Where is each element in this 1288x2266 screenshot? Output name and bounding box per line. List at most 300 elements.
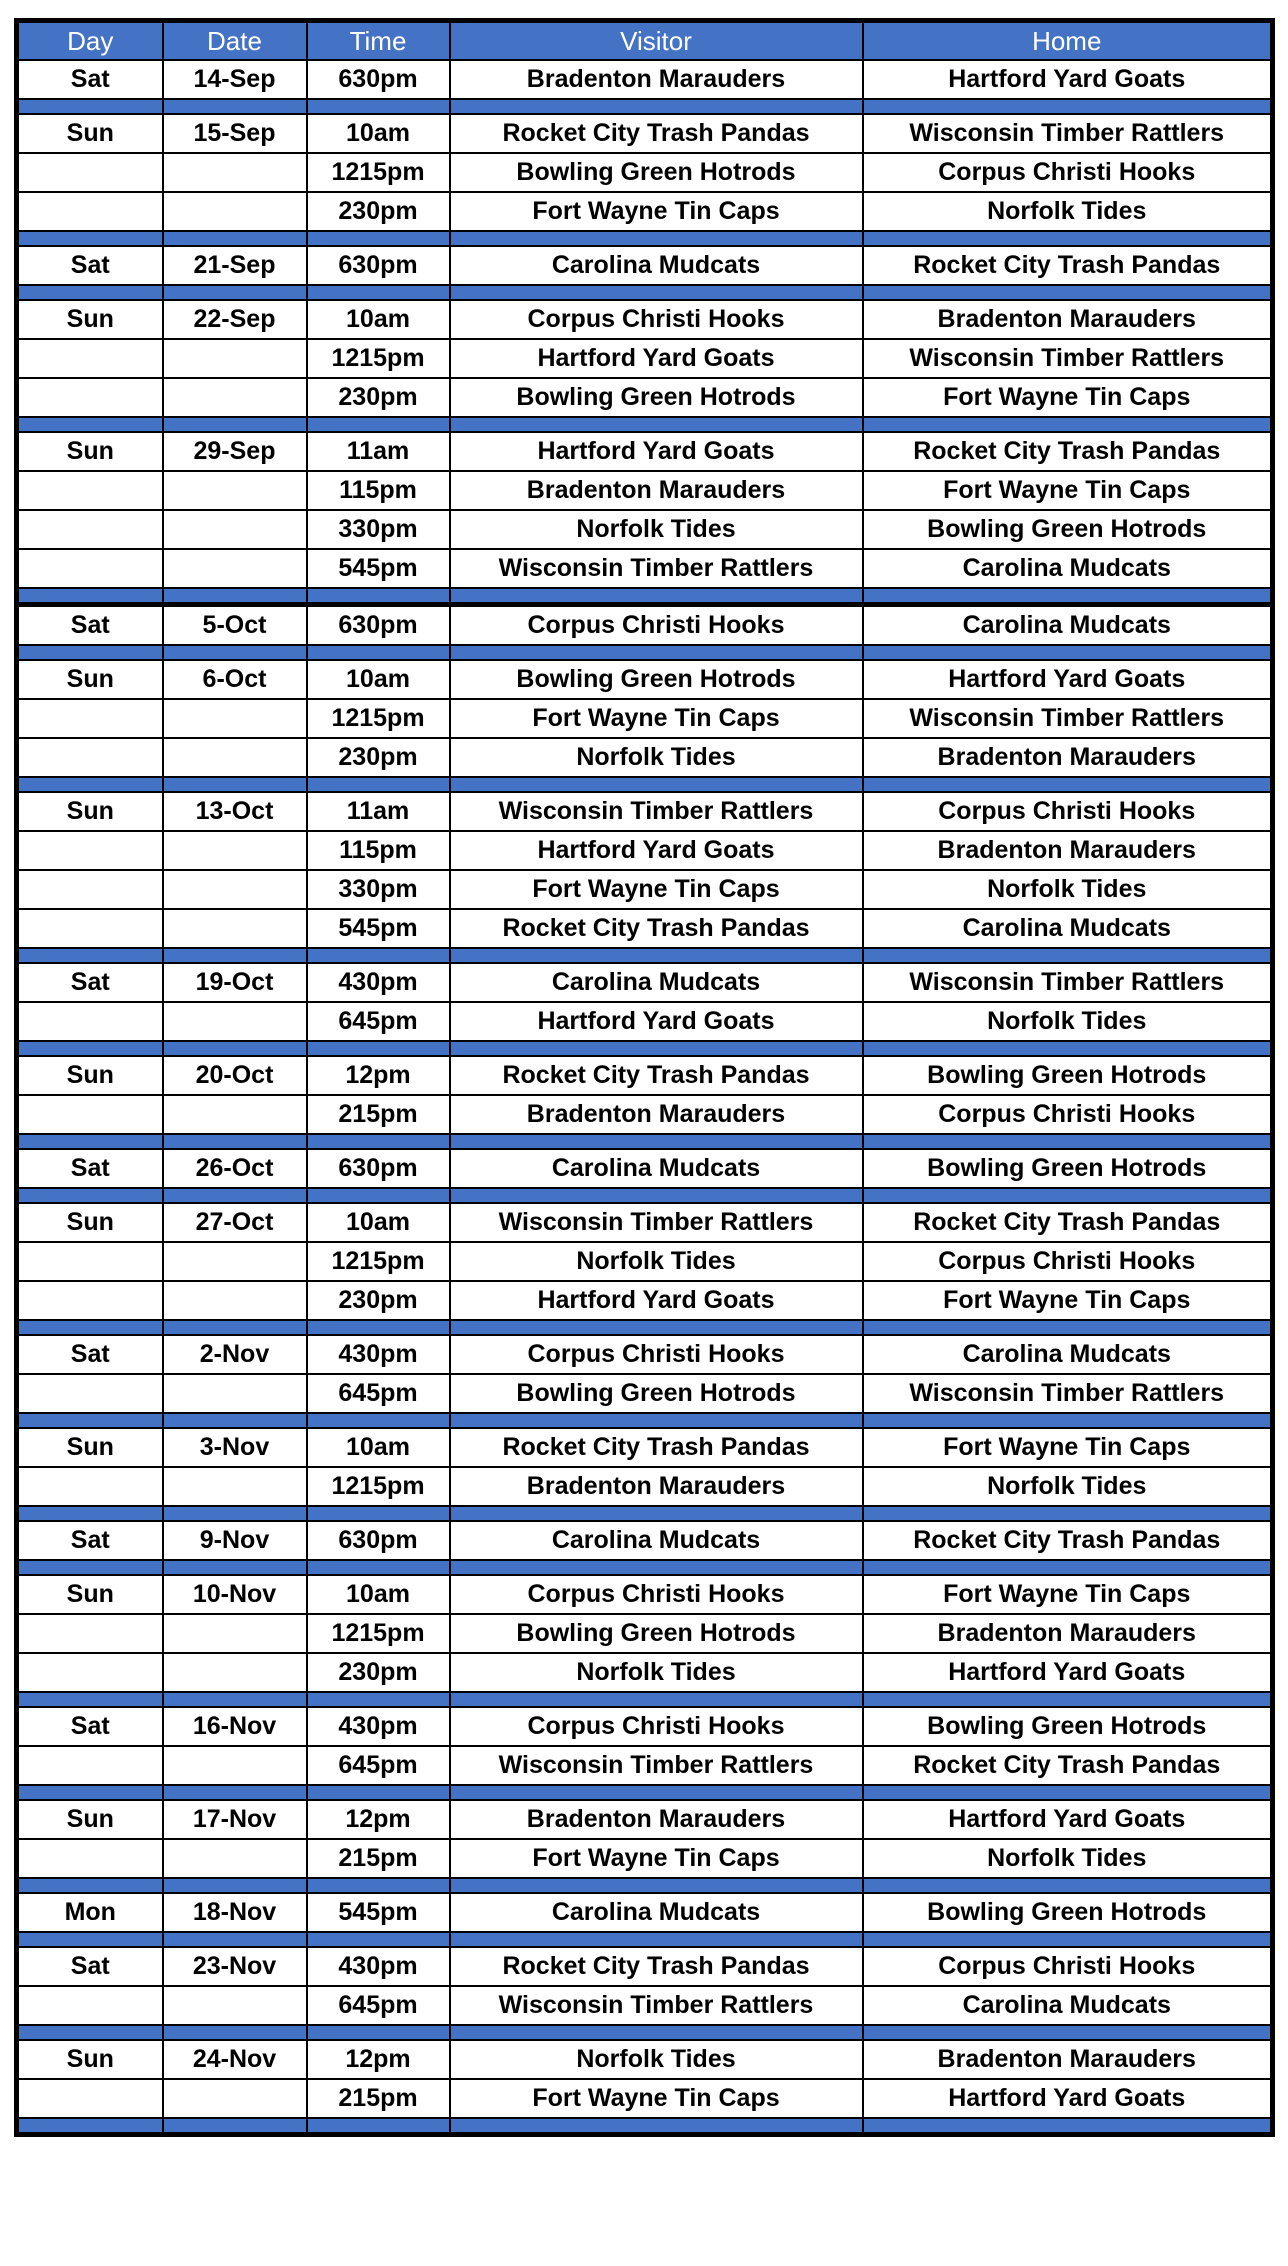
- day-cell: Sun: [17, 660, 163, 699]
- separator-cell: [17, 1320, 163, 1335]
- home-cell: Rocket City Trash Pandas: [863, 1746, 1273, 1785]
- visitor-cell: Norfolk Tides: [450, 1242, 863, 1281]
- date-cell: 21-Sep: [163, 246, 307, 285]
- home-cell: Norfolk Tides: [863, 1002, 1273, 1041]
- table-row: [17, 963, 1273, 1002]
- home-cell: Bradenton Marauders: [863, 1614, 1273, 1653]
- home-cell: Bradenton Marauders: [863, 2040, 1273, 2079]
- separator-cell: [307, 1785, 450, 1800]
- separator-cell: [450, 1932, 863, 1947]
- day-cell: [17, 1002, 163, 1041]
- home-cell: Rocket City Trash Pandas: [863, 432, 1273, 471]
- day-cell: Sun: [17, 792, 163, 831]
- table-row: [17, 432, 1273, 471]
- separator-cell: [163, 285, 307, 300]
- separator-cell: [307, 2025, 450, 2040]
- visitor-cell: Fort Wayne Tin Caps: [450, 699, 863, 738]
- separator-cell: [17, 777, 163, 792]
- separator-cell: [307, 1560, 450, 1575]
- date-cell: [163, 192, 307, 231]
- separator-cell: [163, 1692, 307, 1707]
- home-cell: Norfolk Tides: [863, 192, 1273, 231]
- table-row: [17, 2079, 1273, 2118]
- day-cell: Sun: [17, 1056, 163, 1095]
- row-separator: [17, 1320, 1273, 1335]
- day-cell: [17, 1653, 163, 1692]
- separator-cell: [863, 777, 1273, 792]
- date-cell: [163, 831, 307, 870]
- row-separator: [17, 417, 1273, 432]
- time-cell: 1215pm: [307, 1467, 450, 1506]
- separator-cell: [17, 1878, 163, 1893]
- table-row: [17, 246, 1273, 285]
- separator-cell: [17, 231, 163, 246]
- date-cell: 16-Nov: [163, 1707, 307, 1746]
- date-cell: [163, 738, 307, 777]
- time-cell: 115pm: [307, 471, 450, 510]
- home-cell: Wisconsin Timber Rattlers: [863, 339, 1273, 378]
- date-cell: [163, 1653, 307, 1692]
- visitor-cell: Carolina Mudcats: [450, 1521, 863, 1560]
- home-cell: Bowling Green Hotrods: [863, 510, 1273, 549]
- separator-cell: [307, 99, 450, 114]
- visitor-cell: Bradenton Marauders: [450, 1095, 863, 1134]
- separator-cell: [863, 1932, 1273, 1947]
- date-cell: 23-Nov: [163, 1947, 307, 1986]
- time-cell: 630pm: [307, 605, 450, 646]
- separator-cell: [163, 1560, 307, 1575]
- date-cell: [163, 699, 307, 738]
- day-cell: [17, 471, 163, 510]
- home-cell: Norfolk Tides: [863, 1467, 1273, 1506]
- time-cell: 215pm: [307, 2079, 450, 2118]
- home-cell: Hartford Yard Goats: [863, 2079, 1273, 2118]
- schedule-table: [14, 18, 1275, 2137]
- visitor-cell: Fort Wayne Tin Caps: [450, 2079, 863, 2118]
- day-cell: [17, 1986, 163, 2025]
- separator-cell: [863, 1506, 1273, 1521]
- separator-cell: [863, 1041, 1273, 1056]
- home-cell: Carolina Mudcats: [863, 909, 1273, 948]
- day-cell: Sun: [17, 1203, 163, 1242]
- table-row: [17, 699, 1273, 738]
- table-row: [17, 605, 1273, 646]
- separator-cell: [163, 588, 307, 605]
- row-separator: [17, 285, 1273, 300]
- separator-cell: [17, 285, 163, 300]
- time-cell: 1215pm: [307, 339, 450, 378]
- visitor-cell: Bradenton Marauders: [450, 1800, 863, 1839]
- separator-cell: [863, 417, 1273, 432]
- visitor-cell: Corpus Christi Hooks: [450, 1335, 863, 1374]
- table-row: [17, 1056, 1273, 1095]
- home-cell: Bradenton Marauders: [863, 300, 1273, 339]
- table-row: [17, 1653, 1273, 1692]
- separator-cell: [307, 948, 450, 963]
- separator-cell: [450, 1134, 863, 1149]
- date-cell: [163, 1746, 307, 1785]
- separator-cell: [450, 948, 863, 963]
- visitor-cell: Corpus Christi Hooks: [450, 605, 863, 646]
- visitor-cell: Bradenton Marauders: [450, 60, 863, 99]
- visitor-cell: Fort Wayne Tin Caps: [450, 1839, 863, 1878]
- separator-cell: [17, 417, 163, 432]
- separator-cell: [450, 231, 863, 246]
- day-cell: Sun: [17, 2040, 163, 2079]
- time-cell: 215pm: [307, 1839, 450, 1878]
- date-cell: [163, 378, 307, 417]
- date-cell: 18-Nov: [163, 1893, 307, 1932]
- table-row: [17, 549, 1273, 588]
- time-cell: 230pm: [307, 1653, 450, 1692]
- visitor-cell: Rocket City Trash Pandas: [450, 114, 863, 153]
- time-cell: 430pm: [307, 1947, 450, 1986]
- time-cell: 645pm: [307, 1002, 450, 1041]
- date-cell: 27-Oct: [163, 1203, 307, 1242]
- home-cell: Corpus Christi Hooks: [863, 153, 1273, 192]
- day-cell: [17, 153, 163, 192]
- separator-cell: [163, 1041, 307, 1056]
- row-separator: [17, 588, 1273, 605]
- time-cell: 10am: [307, 1203, 450, 1242]
- separator-cell: [863, 1413, 1273, 1428]
- separator-cell: [163, 2025, 307, 2040]
- home-cell: Carolina Mudcats: [863, 549, 1273, 588]
- visitor-cell: Wisconsin Timber Rattlers: [450, 1746, 863, 1785]
- separator-cell: [17, 1560, 163, 1575]
- separator-cell: [863, 99, 1273, 114]
- visitor-cell: Norfolk Tides: [450, 2040, 863, 2079]
- row-separator: [17, 1692, 1273, 1707]
- separator-cell: [863, 1692, 1273, 1707]
- separator-cell: [307, 777, 450, 792]
- table-row: [17, 192, 1273, 231]
- home-cell: Fort Wayne Tin Caps: [863, 1281, 1273, 1320]
- date-cell: 17-Nov: [163, 1800, 307, 1839]
- day-cell: Sat: [17, 605, 163, 646]
- visitor-cell: Rocket City Trash Pandas: [450, 909, 863, 948]
- separator-cell: [863, 2118, 1273, 2135]
- separator-cell: [307, 645, 450, 660]
- home-cell: Fort Wayne Tin Caps: [863, 378, 1273, 417]
- row-separator: [17, 1041, 1273, 1056]
- home-cell: Fort Wayne Tin Caps: [863, 471, 1273, 510]
- table-row: [17, 1986, 1273, 2025]
- separator-cell: [163, 1134, 307, 1149]
- separator-cell: [307, 1932, 450, 1947]
- separator-cell: [17, 1785, 163, 1800]
- separator-cell: [450, 1878, 863, 1893]
- home-cell: Corpus Christi Hooks: [863, 1095, 1273, 1134]
- home-cell: Wisconsin Timber Rattlers: [863, 699, 1273, 738]
- row-separator: [17, 1413, 1273, 1428]
- home-cell: Fort Wayne Tin Caps: [863, 1428, 1273, 1467]
- table-row: [17, 1002, 1273, 1041]
- date-cell: 26-Oct: [163, 1149, 307, 1188]
- table-row: [17, 300, 1273, 339]
- schedule-header: [17, 21, 1273, 61]
- home-cell: Bowling Green Hotrods: [863, 1707, 1273, 1746]
- table-row: [17, 153, 1273, 192]
- visitor-cell: Bowling Green Hotrods: [450, 660, 863, 699]
- table-row: [17, 1242, 1273, 1281]
- visitor-cell: Carolina Mudcats: [450, 963, 863, 1002]
- day-cell: [17, 870, 163, 909]
- table-row: [17, 1428, 1273, 1467]
- time-cell: 645pm: [307, 1374, 450, 1413]
- day-cell: Sat: [17, 1521, 163, 1560]
- time-cell: 10am: [307, 660, 450, 699]
- separator-cell: [450, 1560, 863, 1575]
- visitor-cell: Rocket City Trash Pandas: [450, 1947, 863, 1986]
- time-cell: 630pm: [307, 1149, 450, 1188]
- day-cell: [17, 1614, 163, 1653]
- date-cell: [163, 909, 307, 948]
- row-separator: [17, 1506, 1273, 1521]
- row-separator: [17, 2118, 1273, 2135]
- separator-cell: [450, 1413, 863, 1428]
- home-cell: Hartford Yard Goats: [863, 1653, 1273, 1692]
- visitor-cell: Corpus Christi Hooks: [450, 1707, 863, 1746]
- time-cell: 430pm: [307, 1707, 450, 1746]
- separator-cell: [307, 1506, 450, 1521]
- day-cell: Sun: [17, 1428, 163, 1467]
- home-cell: Bowling Green Hotrods: [863, 1149, 1273, 1188]
- separator-cell: [450, 645, 863, 660]
- separator-cell: [17, 1041, 163, 1056]
- home-cell: Bowling Green Hotrods: [863, 1056, 1273, 1095]
- date-cell: 14-Sep: [163, 60, 307, 99]
- row-separator: [17, 1878, 1273, 1893]
- row-separator: [17, 99, 1273, 114]
- day-cell: [17, 549, 163, 588]
- table-row: [17, 1335, 1273, 1374]
- visitor-cell: Wisconsin Timber Rattlers: [450, 549, 863, 588]
- day-cell: [17, 1095, 163, 1134]
- separator-cell: [163, 1878, 307, 1893]
- time-cell: 545pm: [307, 909, 450, 948]
- table-row: [17, 1467, 1273, 1506]
- date-cell: [163, 339, 307, 378]
- time-cell: 545pm: [307, 549, 450, 588]
- row-separator: [17, 1785, 1273, 1800]
- header-visitor: Visitor: [450, 21, 863, 61]
- time-cell: 215pm: [307, 1095, 450, 1134]
- home-cell: Corpus Christi Hooks: [863, 1947, 1273, 1986]
- day-cell: Sun: [17, 432, 163, 471]
- date-cell: 10-Nov: [163, 1575, 307, 1614]
- visitor-cell: Hartford Yard Goats: [450, 432, 863, 471]
- separator-cell: [163, 777, 307, 792]
- time-cell: 630pm: [307, 246, 450, 285]
- separator-cell: [307, 1692, 450, 1707]
- separator-cell: [307, 1041, 450, 1056]
- day-cell: Sat: [17, 1947, 163, 1986]
- table-row: [17, 339, 1273, 378]
- time-cell: 230pm: [307, 378, 450, 417]
- time-cell: 1215pm: [307, 1242, 450, 1281]
- table-row: [17, 2040, 1273, 2079]
- separator-cell: [307, 588, 450, 605]
- visitor-cell: Fort Wayne Tin Caps: [450, 870, 863, 909]
- date-cell: [163, 1839, 307, 1878]
- date-cell: 9-Nov: [163, 1521, 307, 1560]
- date-cell: [163, 1467, 307, 1506]
- separator-cell: [163, 417, 307, 432]
- separator-cell: [17, 1134, 163, 1149]
- time-cell: 10am: [307, 114, 450, 153]
- day-cell: [17, 1839, 163, 1878]
- schedule-body: [17, 60, 1273, 2135]
- separator-cell: [863, 285, 1273, 300]
- home-cell: Hartford Yard Goats: [863, 60, 1273, 99]
- home-cell: Rocket City Trash Pandas: [863, 1521, 1273, 1560]
- date-cell: [163, 1242, 307, 1281]
- separator-cell: [863, 1878, 1273, 1893]
- separator-cell: [863, 2025, 1273, 2040]
- day-cell: [17, 699, 163, 738]
- separator-cell: [17, 948, 163, 963]
- home-cell: Carolina Mudcats: [863, 605, 1273, 646]
- header-time: Time: [307, 21, 450, 61]
- date-cell: 22-Sep: [163, 300, 307, 339]
- time-cell: 10am: [307, 300, 450, 339]
- time-cell: 12pm: [307, 1056, 450, 1095]
- home-cell: Rocket City Trash Pandas: [863, 1203, 1273, 1242]
- date-cell: 19-Oct: [163, 963, 307, 1002]
- time-cell: 12pm: [307, 1800, 450, 1839]
- separator-cell: [163, 1320, 307, 1335]
- visitor-cell: Carolina Mudcats: [450, 246, 863, 285]
- day-cell: [17, 2079, 163, 2118]
- day-cell: [17, 1374, 163, 1413]
- visitor-cell: Norfolk Tides: [450, 738, 863, 777]
- date-cell: 24-Nov: [163, 2040, 307, 2079]
- day-cell: [17, 1281, 163, 1320]
- visitor-cell: Bowling Green Hotrods: [450, 1374, 863, 1413]
- time-cell: 630pm: [307, 1521, 450, 1560]
- visitor-cell: Hartford Yard Goats: [450, 1002, 863, 1041]
- separator-cell: [450, 1785, 863, 1800]
- separator-cell: [863, 948, 1273, 963]
- home-cell: Norfolk Tides: [863, 870, 1273, 909]
- table-row: [17, 1947, 1273, 1986]
- separator-cell: [17, 1413, 163, 1428]
- home-cell: Wisconsin Timber Rattlers: [863, 1374, 1273, 1413]
- day-cell: [17, 909, 163, 948]
- home-cell: Carolina Mudcats: [863, 1335, 1273, 1374]
- time-cell: 115pm: [307, 831, 450, 870]
- separator-cell: [163, 1188, 307, 1203]
- date-cell: [163, 1002, 307, 1041]
- row-separator: [17, 1188, 1273, 1203]
- separator-cell: [863, 1560, 1273, 1575]
- separator-cell: [17, 1932, 163, 1947]
- separator-cell: [450, 2118, 863, 2135]
- visitor-cell: Hartford Yard Goats: [450, 831, 863, 870]
- separator-cell: [163, 231, 307, 246]
- separator-cell: [163, 1506, 307, 1521]
- visitor-cell: Wisconsin Timber Rattlers: [450, 792, 863, 831]
- date-cell: 15-Sep: [163, 114, 307, 153]
- day-cell: Sat: [17, 1707, 163, 1746]
- day-cell: [17, 1242, 163, 1281]
- visitor-cell: Carolina Mudcats: [450, 1893, 863, 1932]
- table-row: [17, 1095, 1273, 1134]
- time-cell: 545pm: [307, 1893, 450, 1932]
- visitor-cell: Bowling Green Hotrods: [450, 1614, 863, 1653]
- separator-cell: [17, 1506, 163, 1521]
- separator-cell: [163, 1785, 307, 1800]
- home-cell: Corpus Christi Hooks: [863, 1242, 1273, 1281]
- visitor-cell: Bradenton Marauders: [450, 1467, 863, 1506]
- header-home: Home: [863, 21, 1273, 61]
- separator-cell: [17, 588, 163, 605]
- home-cell: Bowling Green Hotrods: [863, 1893, 1273, 1932]
- table-row: [17, 870, 1273, 909]
- visitor-cell: Norfolk Tides: [450, 510, 863, 549]
- visitor-cell: Wisconsin Timber Rattlers: [450, 1203, 863, 1242]
- time-cell: 12pm: [307, 2040, 450, 2079]
- visitor-cell: Hartford Yard Goats: [450, 339, 863, 378]
- time-cell: 645pm: [307, 1746, 450, 1785]
- table-row: [17, 471, 1273, 510]
- home-cell: Fort Wayne Tin Caps: [863, 1575, 1273, 1614]
- visitor-cell: Bradenton Marauders: [450, 471, 863, 510]
- row-separator: [17, 1134, 1273, 1149]
- row-separator: [17, 645, 1273, 660]
- separator-cell: [163, 645, 307, 660]
- table-row: [17, 1614, 1273, 1653]
- home-cell: Wisconsin Timber Rattlers: [863, 963, 1273, 1002]
- date-cell: 20-Oct: [163, 1056, 307, 1095]
- day-cell: [17, 339, 163, 378]
- separator-cell: [863, 231, 1273, 246]
- header-date: Date: [163, 21, 307, 61]
- home-cell: Corpus Christi Hooks: [863, 792, 1273, 831]
- separator-cell: [450, 285, 863, 300]
- separator-cell: [450, 1506, 863, 1521]
- separator-cell: [163, 1932, 307, 1947]
- header-row: [17, 21, 1273, 61]
- separator-cell: [450, 1041, 863, 1056]
- home-cell: Wisconsin Timber Rattlers: [863, 114, 1273, 153]
- table-row: [17, 738, 1273, 777]
- separator-cell: [863, 645, 1273, 660]
- table-row: [17, 1203, 1273, 1242]
- day-cell: [17, 192, 163, 231]
- separator-cell: [17, 2118, 163, 2135]
- date-cell: [163, 510, 307, 549]
- home-cell: Bradenton Marauders: [863, 831, 1273, 870]
- date-cell: 6-Oct: [163, 660, 307, 699]
- time-cell: 10am: [307, 1575, 450, 1614]
- day-cell: Sun: [17, 300, 163, 339]
- separator-cell: [450, 1692, 863, 1707]
- time-cell: 1215pm: [307, 1614, 450, 1653]
- row-separator: [17, 1560, 1273, 1575]
- home-cell: Carolina Mudcats: [863, 1986, 1273, 2025]
- date-cell: [163, 2079, 307, 2118]
- separator-cell: [307, 1878, 450, 1893]
- visitor-cell: Wisconsin Timber Rattlers: [450, 1986, 863, 2025]
- day-cell: Sat: [17, 60, 163, 99]
- separator-cell: [307, 231, 450, 246]
- separator-cell: [307, 1320, 450, 1335]
- separator-cell: [307, 285, 450, 300]
- table-row: [17, 1893, 1273, 1932]
- row-separator: [17, 777, 1273, 792]
